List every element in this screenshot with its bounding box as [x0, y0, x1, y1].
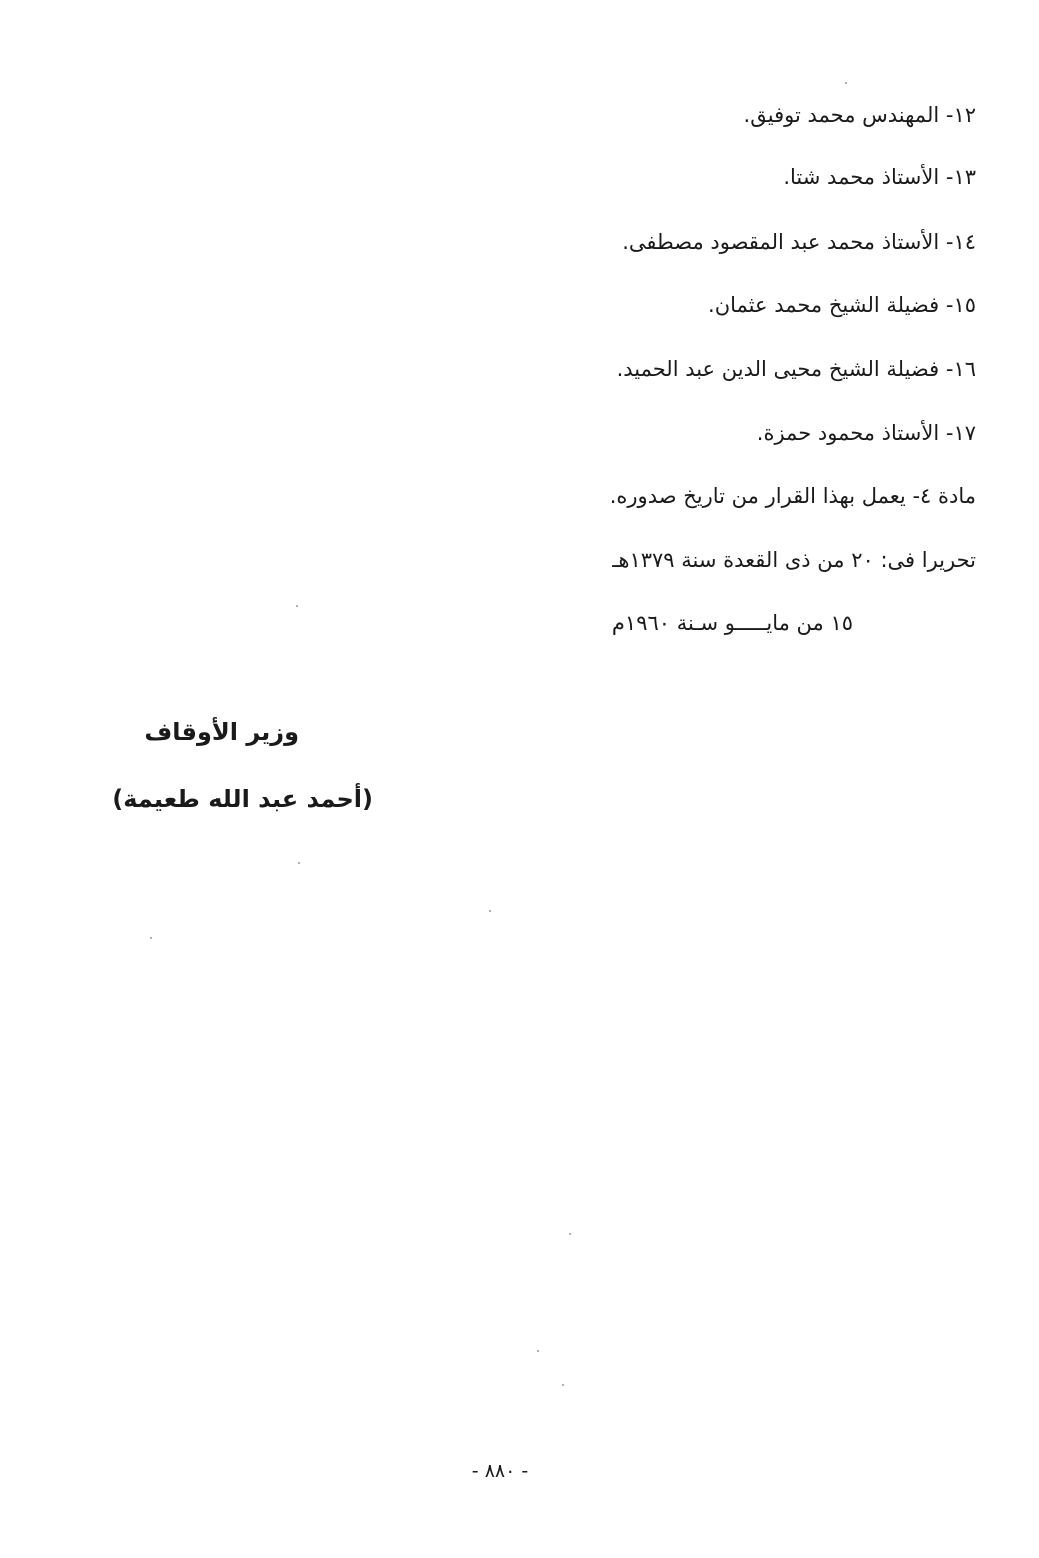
scan-speck: [296, 605, 298, 607]
scan-speck: [562, 1384, 564, 1386]
date-hijri: تحريرا فى: ٢٠ من ذى القعدة سنة ١٣٧٩هـ: [612, 548, 976, 572]
page-number: - ٨٨٠ -: [471, 1460, 529, 1482]
date-gregorian: ١٥ من مايـــــو سـنة ١٩٦٠م: [611, 611, 853, 635]
article-4: مادة ٤- يعمل بهذا القرار من تاريخ صدوره.: [609, 484, 976, 508]
scan-speck: [298, 862, 300, 864]
member-item-14: ١٤- الأستاذ محمد عبد المقصود مصطفى.: [622, 230, 976, 254]
scan-speck: [569, 1233, 571, 1235]
member-item-17: ١٧- الأستاذ محمود حمزة.: [756, 421, 976, 445]
signature-name: (أحمد عبد الله طعيمة): [112, 785, 373, 813]
member-item-16: ١٦- فضيلة الشيخ محيى الدين عبد الحميد.: [616, 357, 976, 381]
member-item-12: ١٢- المهندس محمد توفيق.: [743, 103, 976, 127]
signature-title: وزير الأوقاف: [144, 718, 299, 746]
scan-speck: [845, 82, 847, 84]
scan-speck: [489, 910, 491, 912]
member-item-13: ١٣- الأستاذ محمد شتا.: [783, 165, 976, 189]
scan-speck: [537, 1350, 539, 1352]
scan-speck: [150, 937, 152, 939]
member-item-15: ١٥- فضيلة الشيخ محمد عثمان.: [708, 293, 976, 317]
